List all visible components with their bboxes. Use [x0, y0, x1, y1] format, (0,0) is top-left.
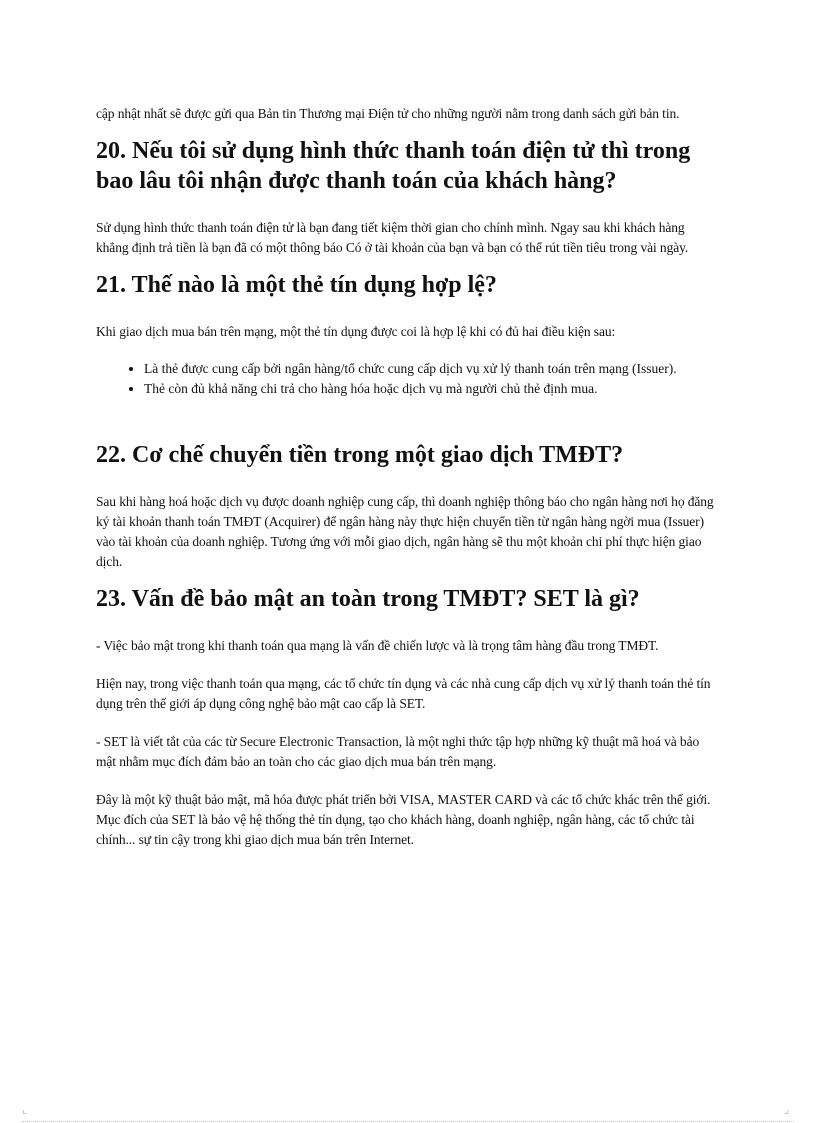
- section-paragraph: - Việc bảo mật trong khi thanh toán qua mạng là vấn đề chiến lược và là trọng tâm hàng đầu trong TMĐT.: [96, 638, 659, 653]
- bullet-list: [96, 360, 720, 398]
- bullet-item: • Thẻ còn đủ khả năng chi trả cho hàng hóa hoặc dịch vụ mà người chủ thẻ định mua.: [144, 380, 720, 398]
- section-heading: 21. Thế nào là một thẻ tín dụng hợp lệ?: [96, 272, 497, 298]
- section-heading: 23. Vấn đề bảo mật an toàn trong TMĐT? SET là gì?: [96, 586, 640, 612]
- section-paragraph: Khi giao dịch mua bán trên mạng, một thẻ tín dụng được coi là hợp lệ khi có đủ hai điều kiện sau:: [96, 324, 616, 339]
- section-paragraph: Sử dụng hình thức thanh toán điện tử là bạn đang tiết kiệm thời gian cho chính mình. Ngay sau khi khách hàng khẳng định trả tiền là bạn đã có một thông báo Có ở tài khoản của bạn và bạn có thể rút tiền tiêu trong vài ngày.: [96, 220, 689, 255]
- section-paragraph: - SET là viết tắt của các từ Secure Electronic Transaction, là một nghi thức tập hợp những kỹ thuật mã hoá và bảo mật nhằm mục đích đảm bảo an toàn cho các giao dịch mua bán trên mạng.: [96, 734, 700, 769]
- section-22: [96, 440, 720, 572]
- page-corner-mark: ⌞: [22, 1103, 28, 1116]
- section-heading: 22. Cơ chế chuyển tiền trong một giao dịch TMĐT?: [96, 442, 624, 468]
- section-paragraph: Đây là một kỹ thuật bảo mật, mã hóa được phát triển bởi VISA, MASTER CARD và các tổ chức khác trên thế giới. Mục đích của SET là bảo vệ hệ thống thẻ tín dụng, tạo cho khách hàng, doanh nghiệp, ngân hàng, các tổ chức tài chính... sự tin cậy trong khi giao dịch mua bán trên Internet.: [96, 792, 711, 847]
- bullet-item: • Là thẻ được cung cấp bởi ngân hàng/tổ chức cung cấp dịch vụ xử lý thanh toán trên mạng (Issuer).: [144, 360, 720, 378]
- section-21: [96, 270, 720, 398]
- page-corner-mark: ⌟: [784, 1103, 790, 1116]
- section-paragraph: Sau khi hàng hoá hoặc dịch vụ được doanh nghiệp cung cấp, thì doanh nghiệp thông báo cho ngân hàng nơi họ đăng ký tài khoản thanh toán TMĐT (Acquirer) để ngân hàng này thực hiện chuyển tiền từ ngân hàng ngời mua (Issuer) vào tài khoản của doanh nghiệp. Tương ứng với mỗi giao dịch, ngân hàng sẽ thu một khoản chi phí thực hiện giao dịch.: [96, 494, 714, 569]
- intro-paragraph: cập nhật nhất sẽ được gửi qua Bản tin Thương mại Điện tử cho những người nằm trong danh sách gửi bản tin.: [96, 106, 680, 121]
- section-20: [96, 136, 720, 258]
- section-23: [96, 584, 720, 850]
- section-paragraph: Hiện nay, trong việc thanh toán qua mạng, các tổ chức tín dụng và các nhà cung cấp dịch vụ xử lý thanh toán thẻ tín dụng trên thế giới áp dụng công nghệ bảo mật cao cấp là SET.: [96, 676, 711, 711]
- section-heading: 20. Nếu tôi sử dụng hình thức thanh toán điện tử thì trong bao lâu tôi nhận được thanh toán của khách hàng?: [96, 138, 691, 194]
- document-content: [96, 104, 720, 850]
- page-bottom-border: [22, 1121, 794, 1122]
